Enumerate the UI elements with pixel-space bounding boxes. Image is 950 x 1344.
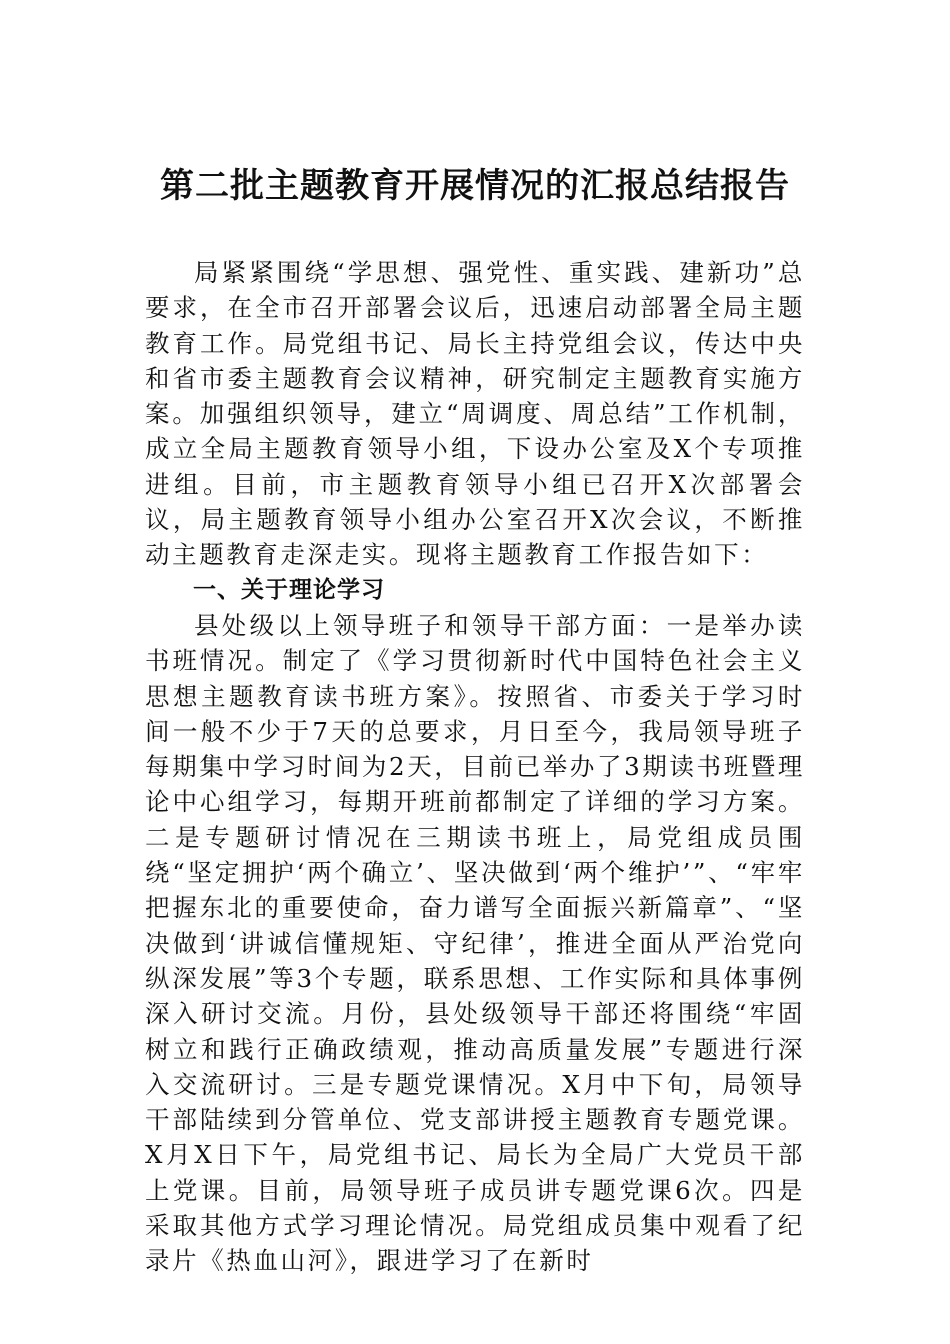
document-body: [145, 255, 805, 1279]
section-heading-theory-study: 一、关于理论学习: [193, 576, 385, 603]
section-paragraph-theory-study: 县处级以上领导班子和领导干部方面：一是举办读书班情况。制定了《学习贯彻新时代中国特色社会主义思想主题教育读书班方案》。按照省、市委关于学习时间一般不少于7天的总要求，月日至今，我局领导班子每期集中学习时间为2天，目前已举办了3期读书班暨理论中心组学习，每期开班前都制定了详细的学习方案。二是专题研讨情况在三期读书班上，局党组成员围绕“坚定拥护‘两个确立’、坚决做到‘两个维护’”、“牢牢把握东北的重要使命，奋力谱写全面振兴新篇章”、“坚决做到‘讲诚信懂规矩、守纪律’，推进全面从严治党向纵深发展”等3个专题，联系思想、工作实际和具体事例深入研讨交流。月份，县处级领导干部还将围绕“牢固树立和践行正确政绩观，推动高质量发展”专题进行深入交流研讨。三是专题党课情况。X月中下旬，局领导干部陆续到分管单位、党支部讲授主题教育专题党课。X月X日下午，局党组书记、局长为全局广大党员干部上党课。目前，局领导班子成员讲专题党课6次。四是采取其他方式学习理论情况。局党组成员集中观看了纪录片《热血山河》，跟进学习了在新时: [145, 610, 805, 1276]
document-title: 第二批主题教育开展情况的汇报总结报告: [160, 166, 790, 206]
intro-paragraph: 局紧紧围绕“学思想、强党性、重实践、建新功”总要求，在全市召开部署会议后，迅速启动部署全局主题教育工作。局党组书记、局长主持党组会议，传达中央和省市委主题教育会议精神，研究制定主题教育实施方案。加强组织领导，建立“周调度、周总结”工作机制，成立全局主题教育领导小组，下设办公室及X个专项推进组。目前，市主题教育领导小组已召开X次部署会议，局主题教育领导小组办公室召开X次会议，不断推动主题教育走深走实。现将主题教育工作报告如下：: [145, 258, 805, 570]
